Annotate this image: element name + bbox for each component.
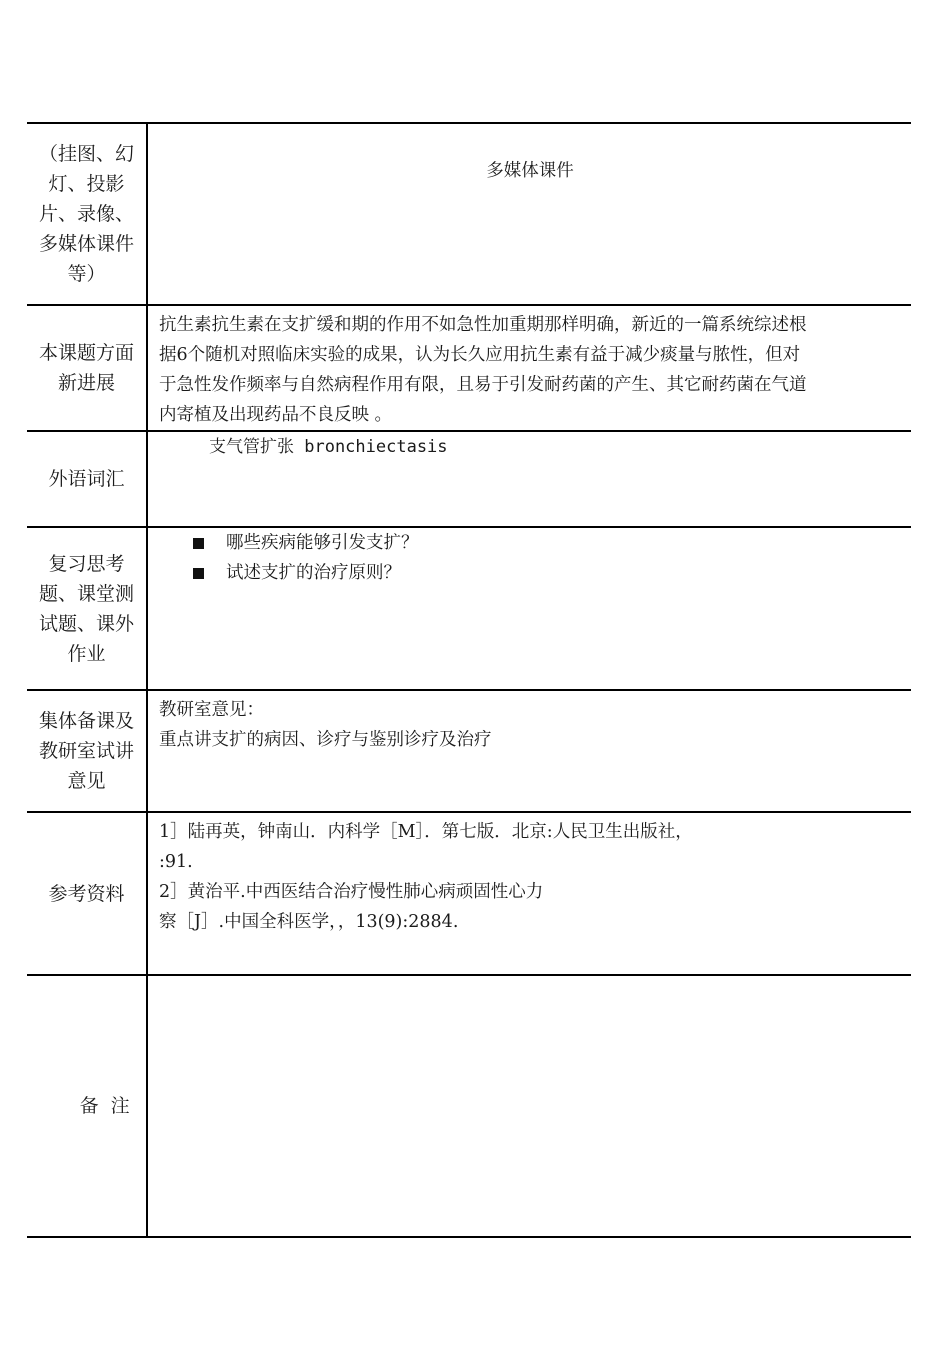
media-row: [27, 123, 911, 305]
square-bullet-icon: [193, 538, 204, 549]
review-item-text: 试述支扩的治疗原则？: [226, 563, 401, 583]
progress-label-text: 本课题方面新进展: [38, 342, 134, 394]
progress-line: 内寄植及出现药品不良反映 。: [159, 405, 393, 425]
notes-row: [27, 975, 911, 1237]
group-content: [147, 690, 911, 812]
list-item: [193, 528, 901, 558]
progress-line: 抗生素抗生素在支扩缓和期的作用不如急性加重期那样明确，新近的一篇系统综述根: [159, 315, 807, 335]
references-label-text: 参考资料: [48, 882, 125, 905]
group-line: 教研室意见：: [159, 700, 264, 720]
references-row: [27, 812, 911, 975]
references-label: [27, 812, 147, 975]
lesson-plan-table: [27, 122, 911, 1238]
vocabulary-term: 支气管扩张 bronchiectasis: [209, 437, 448, 457]
review-list: [159, 528, 901, 588]
group-label: [27, 690, 147, 812]
reference-line: 1］陆再英，钟南山．内科学［M］．第七版．北京:人民卫生出版社，: [159, 822, 693, 842]
progress-content: [147, 305, 911, 431]
notes-label-text: 备 注: [79, 1095, 130, 1117]
group-line: 重点讲支扩的病因、诊疗与鉴别诊疗及治疗: [159, 730, 492, 750]
square-bullet-icon: [193, 568, 204, 579]
vocabulary-content: [147, 431, 911, 527]
review-label: [27, 527, 147, 690]
vocabulary-label-text: 外语词汇: [48, 468, 125, 490]
progress-line: 于急性发作频率与自然病程作用有限，且易于引发耐药菌的产生、其它耐药菌在气道: [159, 375, 807, 395]
notes-label: [27, 975, 147, 1237]
review-item-text: 哪些疾病能够引发支扩？: [226, 533, 419, 553]
media-label: [27, 123, 147, 305]
group-row: [27, 690, 911, 812]
vocabulary-label: [27, 431, 147, 527]
reference-line: :91.: [159, 852, 193, 872]
media-label-text: （挂图、幻灯、投影片、录像、多媒体课件等）: [38, 143, 134, 285]
reference-line: 2］黄治平.中西医结合治疗慢性肺心病顽固性心力: [159, 882, 544, 902]
review-row: [27, 527, 911, 690]
list-item: [193, 558, 901, 588]
media-content: [147, 123, 911, 305]
reference-line: 察［J］.中国全科医学，，13(9):2884.: [159, 912, 459, 932]
progress-row: [27, 305, 911, 431]
progress-label: [27, 305, 147, 431]
review-content: [147, 527, 911, 690]
media-content-text: 多媒体课件: [486, 161, 574, 181]
review-label-text: 复习思考题、课堂测试题、课外作业: [38, 552, 134, 665]
group-label-text: 集体备课及教研室试讲意见: [38, 710, 134, 792]
vocabulary-row: [27, 431, 911, 527]
progress-line: 据6个随机对照临床实验的成果，认为长久应用抗生素有益于减少痰量与脓性，但对: [159, 345, 801, 365]
notes-content: [147, 975, 911, 1237]
references-content: [147, 812, 911, 975]
